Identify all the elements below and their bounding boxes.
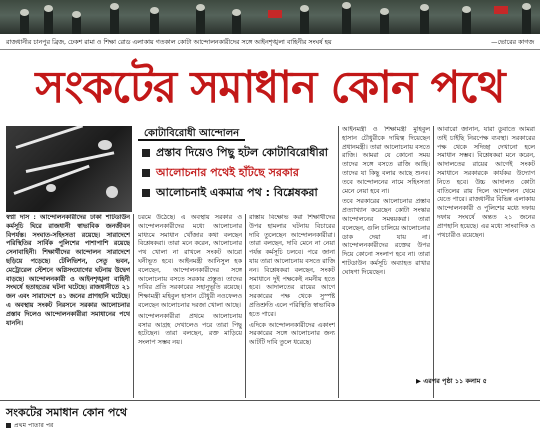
- article-paragraph: রাস্তায় বিক্ষোভ করা শিক্ষার্থীদের উপর হামলার ঘটনায় বিচারের দাবি তুলেছেন আন্দোলনকারীরা। তারা বলছেন, দাবি মেনে না নেয়া পর্যন্ত কর্মসূচি চলবে। পরে জানা যায় তারা আলোচনায় বসতে রাজি নন। বিশ্লেষকরা বলছেন, সংকট সমাধানে দুই পক্ষকেই নমনীয় হতে হবে। আদালতের রায়ের আগে সরকারের পক্ষ থেকে সুস্পষ্ট প্রতিশ্রুতি এলে পরিস্থিতি স্বাভাবিক হতে পারে।: [249, 214, 335, 318]
- article-column-4: [342, 126, 430, 398]
- photo-caption-bar: [0, 36, 540, 50]
- square-bullet-icon: [142, 149, 150, 157]
- key-points: [138, 143, 334, 203]
- square-bullet-icon: [142, 189, 150, 197]
- article-column-2: [138, 214, 242, 398]
- article-paragraph: তবে সরকারের আলোচনার প্রস্তাব প্রত্যাখ্যান করেছেন কোটা সংস্কার আন্দোলনের সমন্বয়করা। তারা বলেছেন, গুলি চালিয়ে আলোচনার ডাক দেয়া যায় না। আন্দোলনকারীদের রক্তের উপর দিয়ে কোনো সংলাপ হবে না। তারা শাটডাউন কর্মসূচি অব্যাহত রাখার ঘোষণা দিয়েছেন।: [342, 198, 430, 276]
- main-headline: সংকটের সমাধান কোন পথে: [35, 62, 505, 113]
- key-point-text: আলোচনাই একমাত্র পথ : বিশ্লেষকরা: [156, 186, 318, 199]
- column-rule: [133, 214, 134, 398]
- article-paragraph: আন্দোলনকারীরা প্রথমে আলোচনায় বসার আগ্রহ দেখালেও পরে তারা পিছু হটেছেন। তারা বলছেন, রক্ত মাড়িয়ে সংলাপ সম্ভব নয়।: [138, 312, 242, 347]
- key-point-text: প্রস্তাব দিয়েও পিছু হটল কোটাবিরোধীরা: [156, 146, 328, 159]
- key-point: [138, 183, 334, 203]
- photo-credit: —ভোরের কাগজ: [491, 39, 534, 46]
- column-rule: [433, 126, 434, 398]
- article-column-1: [6, 214, 130, 398]
- column-rule: [338, 126, 339, 398]
- photo-caption: রাজধানীর চানপুর ব্রিজ, ঢেকশ রামা ও শিক্ষা রোড এলাকায় গতকাল কোটা আন্দোলনকারীদের সঙ্গে আইনশৃঙ্খলা বাহিনীর সংঘর্ষ হয়: [6, 39, 332, 46]
- kicker: কোটাবিরোধী আন্দোলন: [138, 126, 245, 141]
- article-paragraph: আইনমন্ত্রী ও শিক্ষামন্ত্রী মুহিবুল হাসান চৌধুরীকে দায়িত্ব দিয়েছেন প্রধানমন্ত্রী। তারা আলোচনায় বসতে রাজি। আমরা যে কোনো সময় তাদের সঙ্গে বসতে রাজি আছি। তাদের যা কিছু বলার আছে শুনব। তবে আন্দোলনের নামে সহিংসতা মেনে নেয়া হবে না।: [342, 126, 430, 195]
- article-paragraph: এদিকে আন্দোলনকারীদের একাংশ সরকারের সঙ্গে আলোচনার জন্য আটটি দাবি তুলে ধরেছে।: [249, 321, 335, 347]
- news-photo: [0, 0, 540, 34]
- article-column-5: [437, 126, 535, 372]
- secondary-byline: [6, 420, 53, 431]
- key-point-text: আলোচনার পথেই হাঁটছে সরকার: [156, 166, 299, 179]
- square-bullet-icon: [142, 169, 150, 177]
- key-point: [138, 143, 334, 163]
- byline-text: প্রথম পাতার পর: [14, 422, 54, 429]
- article-column-3: [249, 214, 335, 398]
- article-paragraph: চরমে উঠেছে। এ অবস্থায় সরকার ও আন্দোলনকারীদের মধ্যে আলোচনার মাধ্যমে সমাধান খোঁজার কথা বলছেন বিশ্লেষকরা। তারা মনে করেন, আলোচনার পথ খোলা না রাখলে সংকট আরো ঘনীভূত হবে। আইনমন্ত্রী আনিসুল হক বলেছেন, আন্দোলনকারীদের সঙ্গে আলোচনায় বসতে সরকার প্রস্তুত। তাদের দাবির প্রতি সরকারের সহানুভূতি রয়েছে। শিক্ষামন্ত্রী মহিবুল হাসান চৌধুরী নওফেলও বলেছেন আলোচনার দরজা খোলা আছে।: [138, 214, 242, 309]
- continued-on-page: ▶ এরপর পৃষ্ঠা ১১ কলাম ৫: [416, 377, 487, 385]
- column-rule: [245, 214, 246, 398]
- article-paragraph: আবারো জানান, যারা ডুবাতে আমরা তাই চাইছি নিরপেক্ষ ব্যবস্থা। সরকারের পক্ষ থেকে সদিচ্ছা দেখানো হলে সমাধান সম্ভব। বিশ্লেষকরা মনে করেন, আদালতের রায়ের আগেই সংকট সমাধানে সরকারকে কার্যকর উদ্যোগ নিতে হবে। উচ্চ আদালত কোটা বাতিলের রায় দিলে আন্দোলন থেমে যেতে পারে। রাজধানীর বিভিন্ন এলাকায় আন্দোলনকারী ও পুলিশের মধ্যে দফায় দফায় সংঘর্ষে অন্তত ২১ জনের প্রাণহানি হয়েছে। এর মধ্যে সাংবাদিক ও পথচারীও রয়েছেন।: [437, 126, 535, 239]
- article-paragraph: স্বপ্না দাস : আন্দোলনকারীদের ঢাকা শাটডাউন কর্মসূচি ঘিরে রাজধানী স্বাভাবিক জনজীবন বিপর্যস্ত। সংঘাত-সহিংসতা রয়েছে। সারাদেশে পরিস্থিতির সার্বিক পুলিশের পাশাপাশি রয়েছে সেনাবাহিনী। শিক্ষার্থীদের আন্দোলন সারাদেশে ছড়িয়ে পড়েছে। টেলিভিশন, সেতু ভবন, মেট্রোরেল স্টেশনে অগ্নিসংযোগের ঘটনায় উদ্বেগ বাড়ছে। আন্দোলনকারী ও আইনশৃঙ্খলা বাহিনী সংঘর্ষে হতাহতের ঘটনা ঘটেছে। রাজধানীতে ২১ জন এবং সারাদেশে ৪১ জনের প্রাণহানি ঘটেছে। এ অবস্থায় সংকট নিরসনে সরকার আলোচনার প্রস্তাব দিলেও আন্দোলনকারীরা সমাধানের পথে যাননি।: [6, 214, 130, 327]
- square-bullet-icon: [6, 423, 11, 428]
- key-point: [138, 163, 334, 183]
- secondary-headline: সংকটের সমাধান কোন পথে: [6, 406, 128, 419]
- section-rule: [0, 400, 540, 401]
- graffiti-photo: [6, 126, 132, 212]
